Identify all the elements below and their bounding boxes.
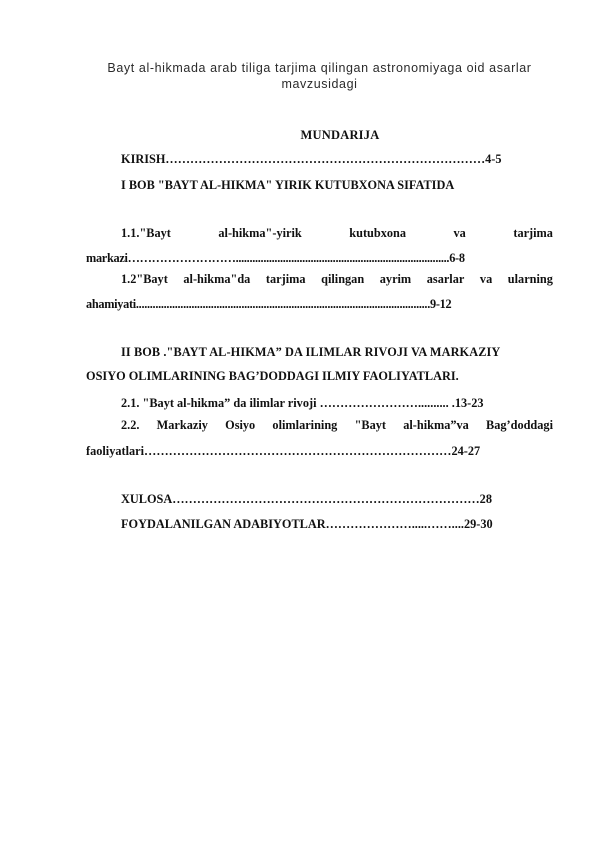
toc-chapter-1-title: I BOB "BAYT AL-HIKMA" YIRIK KUTUBXONA SIFATIDA — [121, 178, 455, 192]
toc-entry-1-2-line2: ahamiyati..........................................................................................................9-12 — [86, 297, 452, 311]
toc-title: MUNDARIJA — [300, 128, 380, 142]
toc-entry-1-1-line1 — [121, 222, 553, 244]
toc-word: tarjima — [513, 226, 553, 240]
toc-entry-xulosa: XULOSA…………………………………………………………………28 — [121, 492, 492, 506]
toc-word: Osiyo — [225, 418, 256, 432]
toc-word: va — [453, 226, 466, 240]
toc-entry-2-1: 2.1. "Bayt al-hikma” da ilimlar rivoji …………………….......... .13-23 — [121, 396, 484, 410]
toc-word: "Bayt — [354, 418, 386, 432]
toc-entry-kirish: KIRISH……………………………………………………………………4-5 — [121, 152, 502, 166]
toc-word: 2.2. — [121, 418, 140, 432]
toc-word: Markaziy — [156, 418, 208, 432]
document-header — [86, 60, 553, 92]
toc-word: asarlar — [426, 272, 465, 286]
toc-entry-2-2-line1 — [121, 414, 553, 436]
toc-word: olimlarining — [272, 418, 338, 432]
toc-word: al-hikma”va — [403, 418, 469, 432]
toc-chapter-2-line2: OSIYO OLIMLARINING BAG’DODDAGI ILMIY FAOLIYATLARI. — [86, 369, 459, 383]
toc-word: 1.1."Bayt — [121, 226, 171, 240]
toc-entry-1-1-line2: markazi……………………….............................................................................6-8 — [86, 251, 465, 265]
toc-word: qilingan — [321, 272, 365, 286]
toc-word: ayrim — [379, 272, 412, 286]
header-line-1: Bayt al-hikmada arab tiliga tarjima qilingan astronomiyaga oid asarlar — [107, 61, 532, 75]
toc-entry-2-2-line2: faoliyatlari…………………………………………………………………24-27 — [86, 444, 481, 458]
toc-word: kutubxona — [349, 226, 407, 240]
toc-word: ularning — [507, 272, 553, 286]
header-line-2: mavzusidagi — [281, 77, 358, 91]
toc-word: Bag’doddagi — [486, 418, 553, 432]
toc-chapter-2-line1: II BOB ."BAYT AL-HIKMA” DA ILIMLAR RIVOJI VA MARKAZIY — [121, 345, 501, 359]
toc-word: al-hikma"da — [183, 272, 251, 286]
toc-word: al-hikma"-yirik — [218, 226, 302, 240]
toc-word: va — [479, 272, 493, 286]
toc-entry-1-2-line1 — [121, 268, 553, 290]
toc-word: tarjima — [265, 272, 306, 286]
toc-entry-foydalanilgan: FOYDALANILGAN ADABIYOTLAR………………….....……....29-30 — [121, 517, 493, 531]
toc-word: 1.2"Bayt — [121, 272, 168, 286]
